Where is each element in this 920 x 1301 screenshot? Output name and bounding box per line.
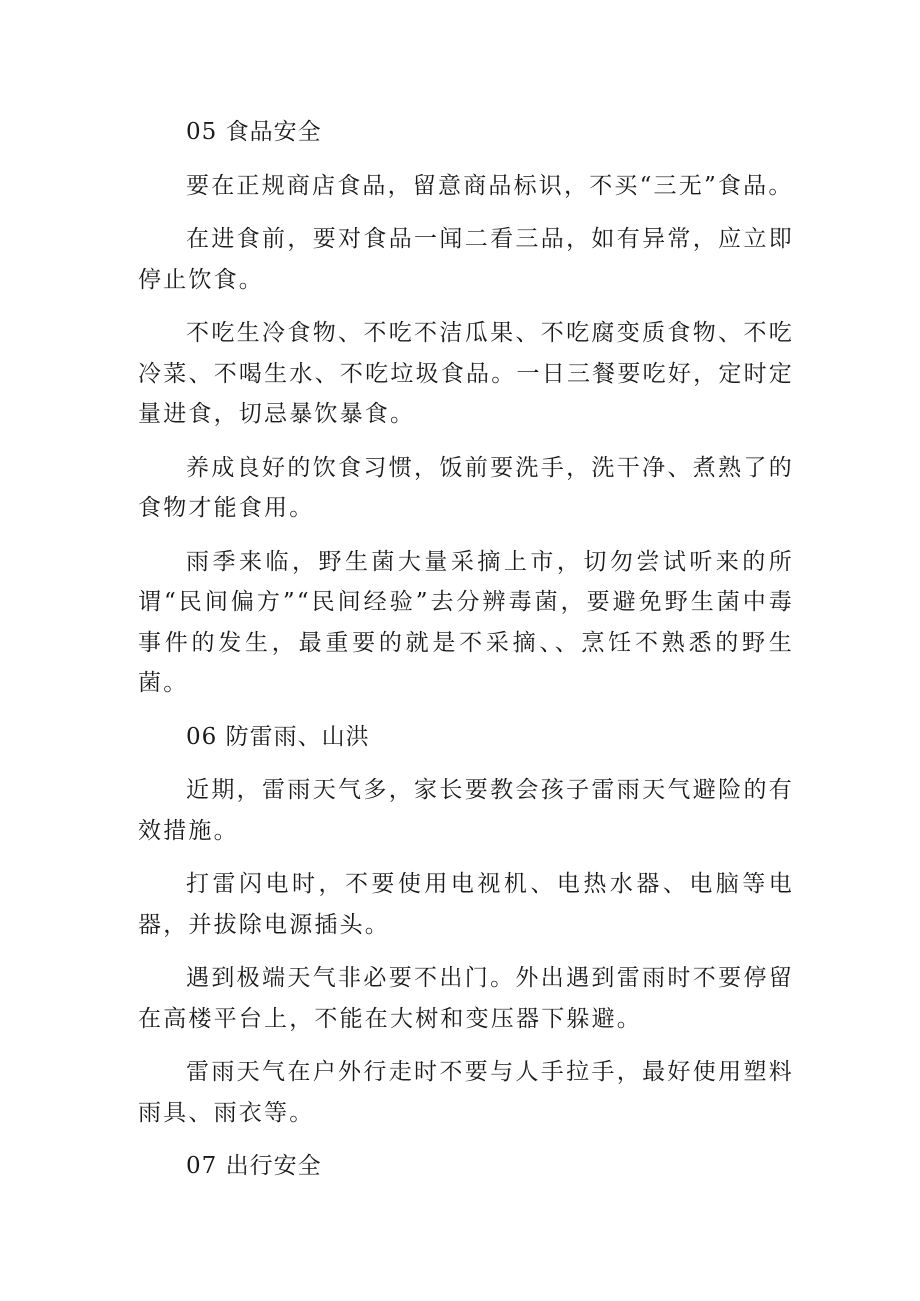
paragraph: 要在正规商店食品，留意商品标识，不买“三无”食品。 (186, 172, 794, 199)
paragraph: 近期，雷雨天气多，家长要教会孩子雷雨天气避险的有效措施。 (138, 777, 794, 844)
paragraph: 不吃生冷食物、不吃不洁瓜果、不吃腐变质食物、不吃冷菜、不喝生水、不吃垃圾食品。一日三餐要吃好，定时定量进食，切忌暴饮暴食。 (138, 320, 794, 427)
paragraph: 遇到极端天气非必要不出门。外出遇到雷雨时不要停留在高楼平台上，不能在大树和变压器下躲避。 (138, 965, 794, 1032)
paragraph: 雨季来临，野生菌大量采摘上市，切勿尝试听来的所谓“民间偏方”“民间经验”去分辨毒菌，要避免野生菌中毒事件的发生，最重要的就是不采摘、、烹饪不熟悉的野生菌。 (138, 548, 794, 696)
document-body (138, 112, 794, 1200)
paragraph: 在进食前，要对食品一闻二看三品，如有异常，应立即停止饮食。 (138, 226, 794, 293)
section-heading-travel-safety: 07 出行安全 (186, 1153, 322, 1179)
paragraph: 养成良好的饮食习惯，饭前要洗手，洗干净、煮熟了的食物才能食用。 (138, 454, 794, 521)
paragraph: 打雷闪电时，不要使用电视机、电热水器、电脑等电器，并拔除电源插头。 (138, 871, 794, 938)
paragraph: 雷雨天气在户外行走时不要与人手拉手，最好使用塑料雨具、雨衣等。 (138, 1059, 794, 1126)
section-heading-thunderstorm: 06 防雷雨、山洪 (186, 723, 370, 750)
section-heading-food-safety: 05 食品安全 (186, 119, 322, 145)
